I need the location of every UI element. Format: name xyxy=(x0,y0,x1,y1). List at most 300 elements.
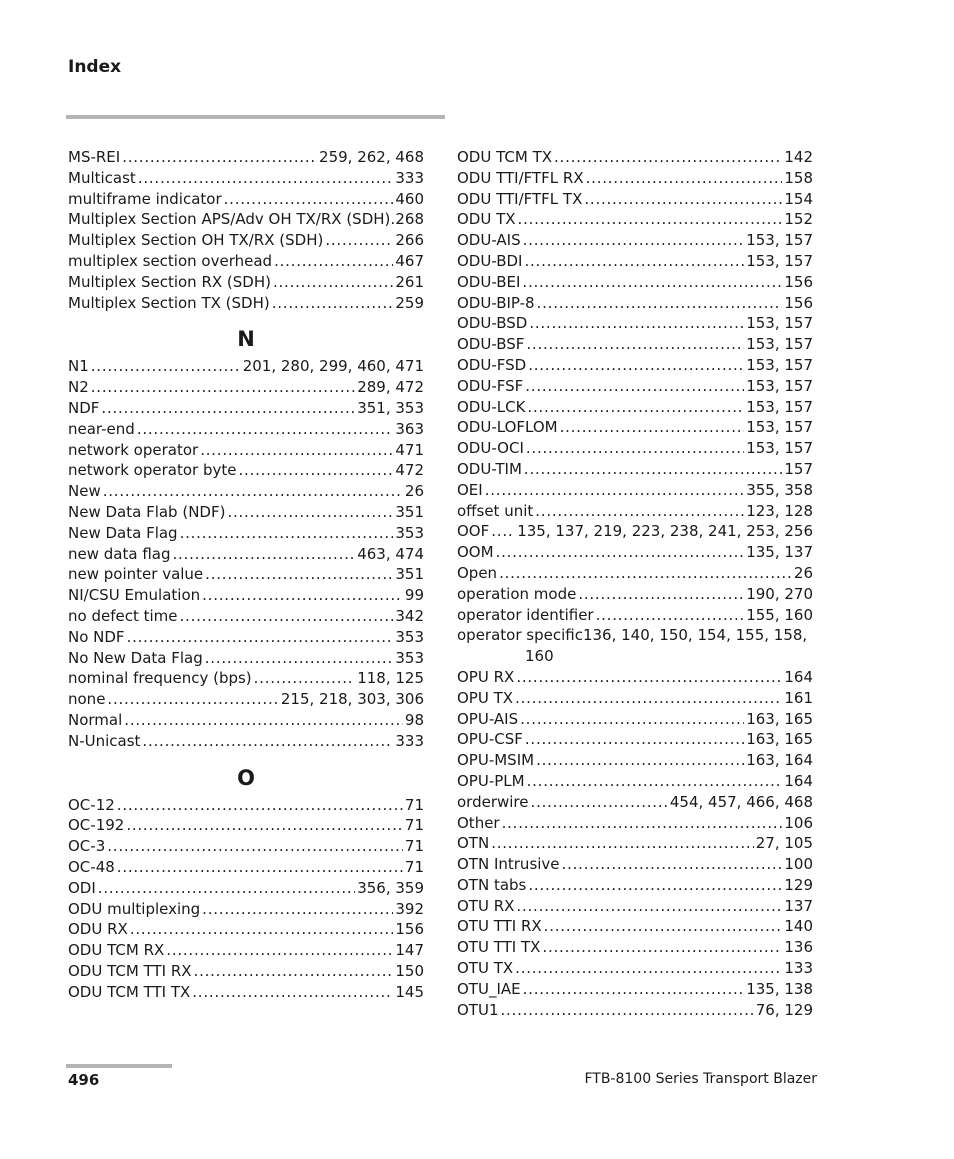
dot-leader xyxy=(126,815,403,836)
index-entry xyxy=(457,313,813,334)
index-term: OC-192 xyxy=(68,816,125,835)
index-term: new data flag xyxy=(68,544,171,563)
index-page-refs: 157 xyxy=(784,459,813,478)
dot-leader xyxy=(529,313,744,334)
index-entry xyxy=(457,355,813,376)
index-term: ODU-BSF xyxy=(457,335,525,354)
index-entry xyxy=(457,584,813,605)
index-term: OC-3 xyxy=(68,837,106,856)
dot-leader xyxy=(501,1000,754,1021)
index-column-right xyxy=(457,147,813,1020)
index-term: ODU TCM TTI TX xyxy=(68,982,191,1001)
index-page-refs: 71 xyxy=(404,795,424,814)
index-entry xyxy=(457,979,813,1000)
dot-leader xyxy=(274,251,393,272)
index-entry xyxy=(457,501,813,522)
index-entry xyxy=(68,940,424,961)
index-page-refs: 353 xyxy=(395,523,424,542)
index-entry xyxy=(68,251,424,272)
index-entry xyxy=(457,792,813,813)
index-page-refs: 161 xyxy=(784,688,813,707)
index-page-refs: 153, 157 xyxy=(746,439,813,458)
index-term: ODU-LOFLOM xyxy=(457,418,558,437)
index-term: No New Data Flag xyxy=(68,648,203,667)
index-entry xyxy=(68,502,424,523)
dot-leader xyxy=(205,564,393,585)
index-page-refs: 100 xyxy=(784,855,813,874)
index-page-refs: 137 xyxy=(784,896,813,915)
index-entry xyxy=(457,563,813,584)
index-page-refs: 153, 157 xyxy=(746,418,813,437)
index-page-refs: 99 xyxy=(404,586,424,605)
dot-leader xyxy=(516,667,782,688)
index-page-refs: 355, 358 xyxy=(746,480,813,499)
dot-leader xyxy=(180,606,394,627)
dot-leader xyxy=(502,813,783,834)
index-term: OPU-CSF xyxy=(457,730,523,749)
index-term: Multiplex Section TX (SDH) xyxy=(68,293,270,312)
dot-leader xyxy=(101,398,355,419)
index-entry xyxy=(457,293,813,314)
index-term: ODU TTI/FTFL RX xyxy=(457,168,584,187)
index-term: OC-12 xyxy=(68,795,115,814)
index-page-refs: 392 xyxy=(395,899,424,918)
dot-leader xyxy=(560,417,745,438)
index-entry xyxy=(457,397,813,418)
dot-leader xyxy=(202,899,393,920)
index-term: OOM xyxy=(457,543,494,562)
index-page-refs: 98 xyxy=(404,710,424,729)
index-page-refs: 135, 137 xyxy=(746,543,813,562)
index-entry xyxy=(457,1000,813,1021)
dot-leader xyxy=(537,293,783,314)
dot-leader xyxy=(138,168,394,189)
index-term: ODU-FSF xyxy=(457,376,524,395)
index-term: ODU-FSD xyxy=(457,355,527,374)
dot-leader xyxy=(91,377,355,398)
index-page-refs: 190, 270 xyxy=(746,584,813,603)
index-entry xyxy=(457,376,813,397)
index-term: Multiplex Section APS/Adv OH TX/RX (SDH) xyxy=(68,210,391,229)
index-page-refs: 471 xyxy=(395,440,424,459)
index-term: Multicast xyxy=(68,168,136,187)
index-term: ODU-BIP-8 xyxy=(457,293,535,312)
index-page-refs: 155, 160 xyxy=(746,605,813,624)
index-entry xyxy=(457,688,813,709)
dot-leader xyxy=(528,355,744,376)
index-page-refs: 156 xyxy=(395,920,424,939)
dot-leader xyxy=(496,542,745,563)
dot-leader xyxy=(536,750,744,771)
index-page-refs: 163, 165 xyxy=(746,730,813,749)
index-page-refs: 129 xyxy=(784,875,813,894)
index-page-refs: 289, 472 xyxy=(357,378,424,397)
index-page-refs: 153, 157 xyxy=(746,231,813,250)
section-letter: O xyxy=(237,765,255,790)
index-page-refs: 142 xyxy=(784,148,813,166)
index-entry xyxy=(68,919,424,940)
index-page-refs: 145 xyxy=(395,982,424,1001)
index-page-refs: 153, 157 xyxy=(746,397,813,416)
index-term: ODU-LCK xyxy=(457,397,526,416)
index-page-refs: 76, 129 xyxy=(755,1000,813,1019)
dot-leader xyxy=(91,356,241,377)
index-term: ODU TX xyxy=(457,210,516,229)
index-page-refs: 153, 157 xyxy=(746,251,813,270)
index-page-refs: 156 xyxy=(784,293,813,312)
index-page-refs: 342 xyxy=(395,606,424,625)
index-page-refs: 353 xyxy=(395,627,424,646)
index-term: NDF xyxy=(68,398,100,417)
dot-leader xyxy=(527,771,783,792)
index-entry xyxy=(68,731,424,752)
index-entry xyxy=(68,460,424,481)
index-term: network operator byte xyxy=(68,461,237,480)
index-page-refs: 164 xyxy=(784,667,813,686)
index-term: OEI xyxy=(457,480,483,499)
index-term: operator identifier xyxy=(457,605,594,624)
dot-leader xyxy=(535,501,744,522)
index-term: Open xyxy=(457,563,498,582)
index-page-refs: 351 xyxy=(395,502,424,521)
index-page-refs: 163, 164 xyxy=(746,751,813,770)
dot-leader xyxy=(98,878,355,899)
index-page-refs: 259, 262, 468 xyxy=(319,148,424,166)
dot-leader xyxy=(107,689,278,710)
index-entry xyxy=(457,854,813,875)
index-term: New xyxy=(68,482,101,501)
dot-leader xyxy=(325,230,393,251)
index-term: near-end xyxy=(68,419,135,438)
index-page-refs: 333 xyxy=(395,168,424,187)
index-page-refs: 136 xyxy=(784,938,813,957)
dot-leader xyxy=(200,440,393,461)
dot-leader xyxy=(166,940,393,961)
dot-leader xyxy=(107,836,403,857)
index-entry xyxy=(457,147,813,168)
dot-leader xyxy=(194,961,394,982)
index-page-refs: 71 xyxy=(404,816,424,835)
index-term: OC-48 xyxy=(68,857,115,876)
index-page-refs: 71 xyxy=(404,857,424,876)
index-entry xyxy=(68,857,424,878)
index-term: OPU RX xyxy=(457,667,515,686)
index-page-refs: 268 xyxy=(395,210,424,229)
index-term: OTU TTI RX xyxy=(457,917,542,936)
index-entry xyxy=(457,916,813,937)
index-entry-text: operator specific136, 140, 150, 154, 155, 158, xyxy=(457,626,808,645)
index-page-refs: 106 xyxy=(784,813,813,832)
index-entry xyxy=(68,668,424,689)
index-page-refs: 156 xyxy=(784,272,813,291)
index-entry xyxy=(457,189,813,210)
dot-leader xyxy=(273,272,393,293)
index-entry xyxy=(457,272,813,293)
dot-leader xyxy=(525,729,744,750)
index-entry xyxy=(68,481,424,502)
index-page-refs: 463, 474 xyxy=(357,544,424,563)
index-page-refs: 351 xyxy=(395,565,424,584)
index-term: OOF xyxy=(457,522,490,541)
index-page-refs: 123, 128 xyxy=(746,501,813,520)
index-term: Multiplex Section OH TX/RX (SDH) xyxy=(68,231,324,250)
index-entry xyxy=(68,836,424,857)
index-page-refs: 467 xyxy=(395,251,424,270)
dot-leader xyxy=(192,982,393,1003)
index-term: ODU-OCI xyxy=(457,439,524,458)
index-term: Normal xyxy=(68,710,123,729)
product-name: FTB-8100 Series Transport Blazer xyxy=(584,1071,817,1087)
dot-leader xyxy=(499,563,792,584)
index-term: ODU TCM TX xyxy=(457,148,553,166)
dot-leader xyxy=(516,896,782,917)
index-entry xyxy=(457,937,813,958)
section-letter: N xyxy=(237,327,255,352)
index-term: ODU-BDI xyxy=(457,251,523,270)
index-entry xyxy=(457,168,813,189)
index-term: NI/CSU Emulation xyxy=(68,586,201,605)
dot-leader xyxy=(117,857,403,878)
index-term: nominal frequency (bps) xyxy=(68,669,252,688)
index-entry xyxy=(457,875,813,896)
index-term: orderwire xyxy=(457,792,529,811)
index-term: OPU TX xyxy=(457,688,514,707)
dot-leader xyxy=(520,709,744,730)
index-term: new pointer value xyxy=(68,565,204,584)
index-page-refs: 26 xyxy=(404,482,424,501)
index-term: N-Unicast xyxy=(68,731,141,750)
index-term: none xyxy=(68,690,106,709)
index-entry xyxy=(457,896,813,917)
index-entry xyxy=(457,542,813,563)
index-entry xyxy=(457,750,813,771)
index-page-refs: 215, 218, 303, 306 xyxy=(280,690,424,709)
index-term: OPU-PLM xyxy=(457,771,525,790)
dot-leader xyxy=(224,189,394,210)
index-entry xyxy=(457,459,813,480)
dot-leader xyxy=(578,584,744,605)
index-entry xyxy=(68,293,424,314)
index-entry xyxy=(457,521,813,542)
dot-leader xyxy=(485,480,744,501)
dot-leader xyxy=(525,376,744,397)
index-term: ODI xyxy=(68,878,96,897)
index-entry xyxy=(68,440,424,461)
index-entry xyxy=(68,648,424,669)
index-page-refs: 153, 157 xyxy=(746,335,813,354)
index-entry xyxy=(68,878,424,899)
dot-leader xyxy=(586,168,783,189)
index-term: OTU RX xyxy=(457,896,515,915)
index-term: ODU-TIM xyxy=(457,459,522,478)
index-page-refs: 460 xyxy=(395,189,424,208)
index-term: OTN tabs xyxy=(457,875,527,894)
index-entry xyxy=(68,961,424,982)
index-entry xyxy=(68,606,424,627)
index-entry-continuation: 160 xyxy=(525,647,554,666)
dot-leader xyxy=(254,668,356,689)
index-entry xyxy=(68,899,424,920)
index-term: N1 xyxy=(68,357,89,376)
index-term: operation mode xyxy=(457,584,577,603)
index-term: ODU-AIS xyxy=(457,231,521,250)
dot-leader xyxy=(103,481,403,502)
index-entry xyxy=(68,419,424,440)
index-page-refs: 27, 105 xyxy=(755,834,813,853)
dot-leader xyxy=(544,916,783,937)
dot-leader xyxy=(491,521,515,542)
index-entry xyxy=(457,729,813,750)
index-page-refs: 261 xyxy=(395,272,424,291)
index-term: no defect time xyxy=(68,606,178,625)
dot-leader xyxy=(522,272,782,293)
index-entry xyxy=(68,272,424,293)
index-term: Other xyxy=(457,813,500,832)
index-page-refs: 356, 359 xyxy=(357,878,424,897)
index-term: OTN xyxy=(457,834,490,853)
index-entry xyxy=(457,813,813,834)
index-term: OPU-MSIM xyxy=(457,751,535,770)
dot-leader xyxy=(272,293,394,314)
dot-leader xyxy=(554,147,782,168)
dot-leader xyxy=(527,397,744,418)
index-entry xyxy=(457,209,813,230)
index-page-refs: 163, 165 xyxy=(746,709,813,728)
dot-leader xyxy=(515,958,782,979)
dot-leader xyxy=(137,419,394,440)
page-number: 496 xyxy=(68,1071,100,1089)
index-entry xyxy=(68,585,424,606)
dot-leader xyxy=(180,523,394,544)
index-page-refs: 152 xyxy=(784,210,813,229)
index-entry xyxy=(457,709,813,730)
index-entry xyxy=(68,356,424,377)
dot-leader xyxy=(127,627,394,648)
index-column-left xyxy=(68,147,424,1002)
dot-leader xyxy=(523,230,745,251)
dot-leader xyxy=(227,502,393,523)
dot-leader xyxy=(584,189,782,210)
index-entry xyxy=(457,417,813,438)
dot-leader xyxy=(142,731,393,752)
index-page-refs: 333 xyxy=(395,731,424,750)
index-term: MS-REI xyxy=(68,148,121,166)
index-entry xyxy=(457,605,813,626)
index-page-refs: 164 xyxy=(784,771,813,790)
index-entry xyxy=(68,982,424,1003)
index-entry xyxy=(457,334,813,355)
dot-leader xyxy=(238,460,393,481)
index-entry xyxy=(68,689,424,710)
index-page-refs: 266 xyxy=(395,231,424,250)
index-page-refs: 118, 125 xyxy=(357,669,424,688)
index-page-refs: 363 xyxy=(395,419,424,438)
index-term: ODU-BEI xyxy=(457,272,521,291)
index-term: ODU-BSD xyxy=(457,314,528,333)
index-entry xyxy=(457,771,813,792)
index-page-refs: 351, 353 xyxy=(357,398,424,417)
index-entry xyxy=(68,815,424,836)
index-term: OTN Intrusive xyxy=(457,855,560,874)
index-entry xyxy=(457,251,813,272)
index-term: OPU-AIS xyxy=(457,709,519,728)
index-page-refs: 153, 157 xyxy=(746,355,813,374)
index-page-refs: 135, 137, 219, 223, 238, 241, 253, 256 xyxy=(517,522,813,541)
index-term: N2 xyxy=(68,378,89,397)
index-entry xyxy=(68,377,424,398)
index-term: OTU1 xyxy=(457,1000,499,1019)
index-page-refs: 158 xyxy=(784,168,813,187)
index-entry xyxy=(457,438,813,459)
index-entry xyxy=(68,795,424,816)
index-entry xyxy=(68,168,424,189)
index-page-refs: 140 xyxy=(784,917,813,936)
index-entry xyxy=(457,480,813,501)
index-entry xyxy=(457,667,813,688)
index-entry xyxy=(68,564,424,585)
index-page-refs: 135, 138 xyxy=(746,979,813,998)
dot-leader xyxy=(518,209,783,230)
index-term: New Data Flag xyxy=(68,523,178,542)
dot-leader xyxy=(596,605,745,626)
index-page-refs: 259 xyxy=(395,293,424,312)
index-entry xyxy=(457,625,813,667)
index-term: ODU multiplexing xyxy=(68,899,201,918)
index-term: ODU RX xyxy=(68,920,128,939)
index-term: multiframe indicator xyxy=(68,189,222,208)
index-entry xyxy=(457,958,813,979)
index-page-refs: 71 xyxy=(404,837,424,856)
dot-leader xyxy=(528,875,782,896)
index-page-refs: 472 xyxy=(395,461,424,480)
index-entry xyxy=(68,627,424,648)
index-page-refs: 153, 157 xyxy=(746,376,813,395)
index-page-refs: 353 xyxy=(395,648,424,667)
index-entry xyxy=(68,544,424,565)
dot-leader xyxy=(531,792,668,813)
dot-leader xyxy=(562,854,783,875)
index-term: multiplex section overhead xyxy=(68,251,273,270)
dot-leader xyxy=(523,979,745,1000)
index-term: ODU TCM RX xyxy=(68,941,165,960)
index-entry xyxy=(68,230,424,251)
index-term: Multiplex Section RX (SDH) xyxy=(68,272,271,291)
index-page-refs: 150 xyxy=(395,961,424,980)
index-term: network operator xyxy=(68,440,199,459)
index-page-refs: 454, 457, 466, 468 xyxy=(669,792,813,811)
dot-leader xyxy=(117,795,403,816)
index-term: OTU TTI TX xyxy=(457,938,541,957)
dot-leader xyxy=(130,919,394,940)
index-entry xyxy=(68,189,424,210)
footer-rule xyxy=(66,1064,172,1068)
header-rule xyxy=(66,115,445,119)
index-page-refs: 26 xyxy=(793,563,813,582)
index-page-refs: 154 xyxy=(784,189,813,208)
index-term: OTU TX xyxy=(457,959,514,978)
index-entry xyxy=(68,398,424,419)
index-entry xyxy=(68,209,424,230)
index-entry xyxy=(68,523,424,544)
dot-leader xyxy=(515,688,782,709)
dot-leader xyxy=(526,334,744,355)
index-term: OTU_IAE xyxy=(457,979,521,998)
dot-leader xyxy=(202,585,403,606)
index-page-refs: 133 xyxy=(784,959,813,978)
index-term: offset unit xyxy=(457,501,534,520)
dot-leader xyxy=(173,544,356,565)
index-page-refs: 147 xyxy=(395,941,424,960)
